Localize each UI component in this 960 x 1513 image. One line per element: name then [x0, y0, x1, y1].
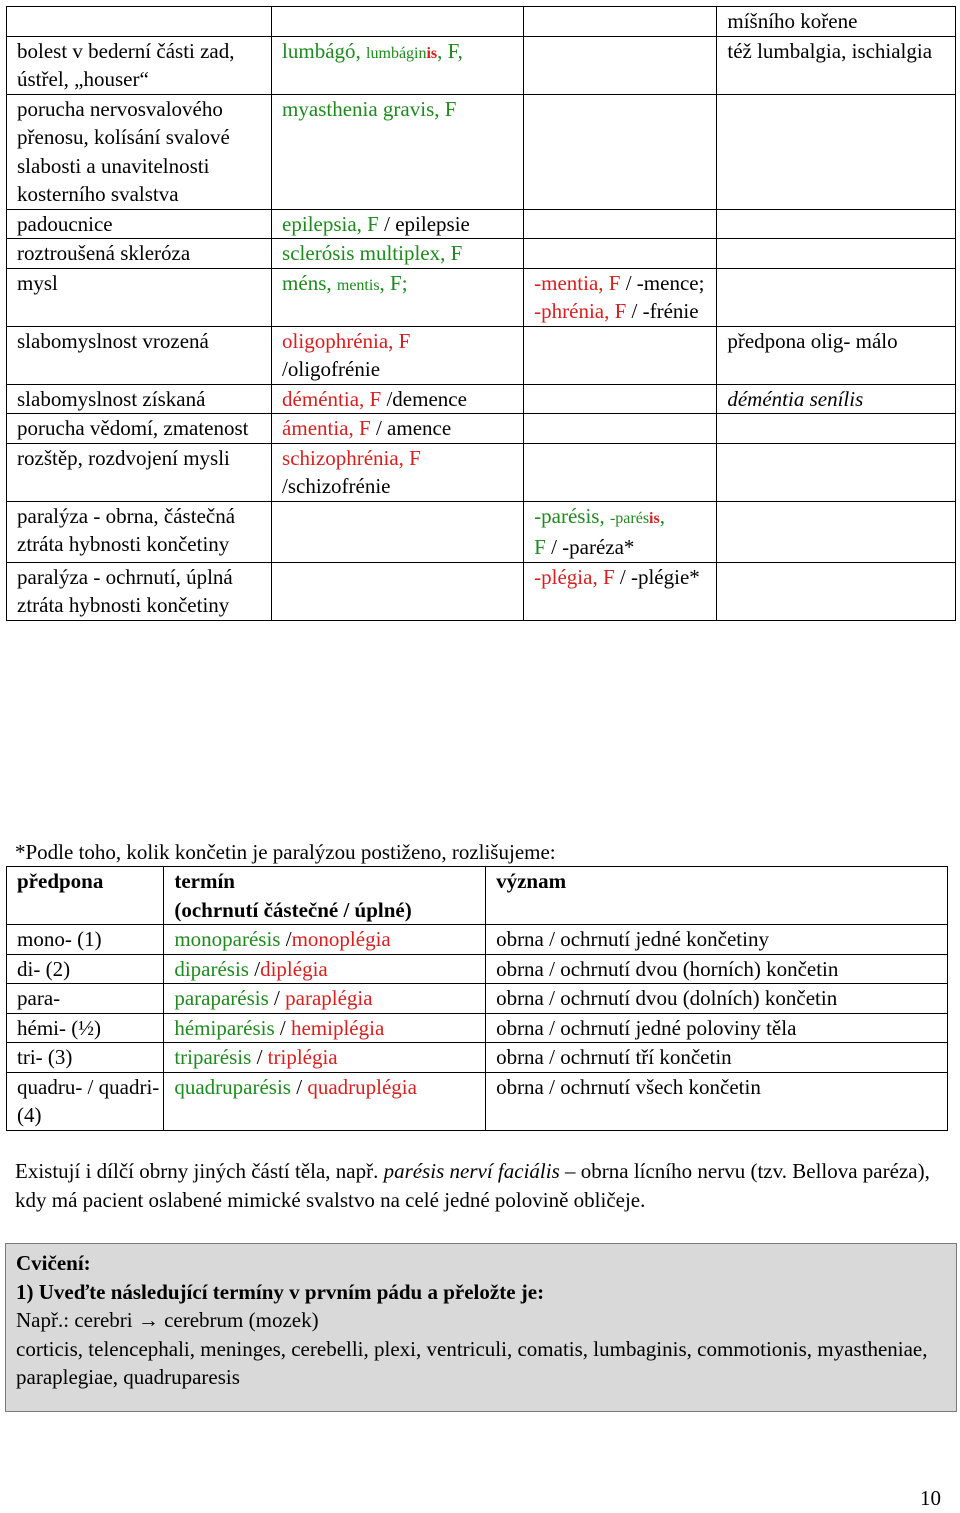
- table-cell: [717, 268, 956, 326]
- term-cell: [164, 954, 486, 984]
- table-cell: [272, 443, 524, 501]
- term-cell: [164, 1043, 486, 1073]
- paragraph-text: Existují i dílčí obrny jiných částí těla, např.: [15, 1159, 384, 1183]
- table-cell: míšního kořene: [717, 7, 956, 37]
- gender-marker: , F;: [379, 270, 408, 295]
- table-cell: déméntia senílis: [717, 384, 956, 414]
- separator: /: [251, 1045, 268, 1069]
- table-cell: [524, 414, 717, 444]
- table-cell: [717, 562, 956, 620]
- separator: /: [280, 927, 292, 951]
- table-row: [7, 94, 956, 209]
- paresis-term: hémiparésis: [174, 1015, 275, 1040]
- table-cell: [272, 209, 524, 239]
- table-cell: padoucnice: [7, 209, 272, 239]
- paresis-term: triparésis: [174, 1045, 252, 1069]
- separator: /: [248, 956, 261, 981]
- plegia-term: hemiplégia: [290, 1015, 385, 1040]
- prefix-cell: mono- (1): [7, 925, 164, 955]
- table-cell: [272, 326, 524, 384]
- suffix-term: -parésis,: [534, 503, 610, 528]
- table-row: [7, 443, 956, 501]
- header-prefix: předpona: [7, 867, 164, 925]
- meaning-cell: obrna / ochrnutí tří končetin: [486, 1043, 948, 1073]
- table-cell: [717, 94, 956, 209]
- table-row: [7, 209, 956, 239]
- prefix-cell: tri- (3): [7, 1043, 164, 1073]
- meaning-cell: obrna / ochrnutí všech končetin: [486, 1072, 948, 1130]
- exercise-task: 1) Uveďte následující termíny v prvním pádu a přeložte je:: [16, 1279, 545, 1304]
- table-row: [7, 384, 956, 414]
- header-term: [164, 867, 486, 925]
- table-cell: [717, 239, 956, 269]
- exercise-words: corticis, telencephali, meninges, cerebelli, plexi, ventriculi, comatis, lumbaginis, commotionis, myastheniae, paraplegiae, quadruparesis: [16, 1336, 928, 1389]
- czech-term: /schizofrénie: [282, 474, 391, 498]
- table-row: [7, 1013, 948, 1043]
- table-cell: myasthenia gravis, F: [272, 94, 524, 209]
- suffix-term: -mentia, F: [534, 270, 621, 295]
- table-row: [7, 954, 948, 984]
- czech-term: / -plégie*: [614, 564, 700, 589]
- table-cell: [524, 94, 717, 209]
- latin-term: epilepsia, F: [282, 211, 379, 236]
- suffix-term: -plégia, F: [534, 564, 615, 589]
- plegia-term: quadruplégia: [307, 1074, 417, 1099]
- table-cell: porucha nervosvalového přenosu, kolísání svalové slabosti a unavitelnosti kosterního svalstva: [7, 94, 272, 209]
- table-cell: mysl: [7, 268, 272, 326]
- exercise-example: [16, 1306, 946, 1335]
- table-cell: [272, 7, 524, 37]
- body-paragraph: [15, 1157, 945, 1214]
- table-cell: [717, 443, 956, 501]
- latin-term: méns,: [282, 270, 337, 295]
- table-row: [7, 239, 956, 269]
- table-cell: [7, 7, 272, 37]
- table-row: [7, 36, 956, 94]
- plegia-term: paraplégia: [285, 986, 373, 1010]
- table-cell: [524, 562, 717, 620]
- czech-term: / -mence;: [620, 270, 705, 295]
- exercise-title: Cvičení:: [16, 1251, 91, 1275]
- table-cell: bolest v bederní části zad, ústřel, „houser“: [7, 36, 272, 94]
- table-cell: [272, 384, 524, 414]
- table-cell: [524, 239, 717, 269]
- table-cell: [524, 501, 717, 562]
- table-cell: sclerósis multiplex, F: [272, 239, 524, 269]
- latin-phrase: parésis nerví faciális: [383, 1159, 560, 1183]
- example-prefix: Např.: [16, 1308, 64, 1332]
- latin-term: déméntia,: [282, 386, 370, 411]
- term-cell: [164, 1013, 486, 1043]
- table-row: [7, 984, 948, 1014]
- table-row: [7, 501, 956, 562]
- table-cell: [524, 36, 717, 94]
- table-cell: [717, 209, 956, 239]
- gender-marker: , F,: [437, 38, 463, 63]
- plegia-term: diplégia: [260, 956, 328, 981]
- paresis-term: quadruparésis: [174, 1074, 291, 1099]
- table-cell: [524, 384, 717, 414]
- term-cell: [164, 925, 486, 955]
- suffix-term: -phrénia, F: [534, 299, 627, 323]
- table-cell: [717, 414, 956, 444]
- latin-genitive: -parés: [609, 509, 650, 527]
- latin-term: lumbágó,: [282, 38, 367, 63]
- paralysis-prefix-table: [6, 866, 948, 1131]
- terminology-table: [6, 6, 956, 621]
- table-cell: [717, 501, 956, 562]
- table-cell: slabomyslnost získaná: [7, 384, 272, 414]
- header-term-sub: (ochrnutí částečné / úplné): [174, 897, 412, 922]
- table-row: [7, 1043, 948, 1073]
- genitive-ending: is: [426, 44, 438, 62]
- header-meaning: význam: [486, 867, 948, 925]
- table-cell: paralýza - ochrnutí, úplná ztráta hybnosti končetiny: [7, 562, 272, 620]
- gender-marker: F: [534, 535, 546, 559]
- example-text: : cerebri → cerebrum (mozek): [63, 1308, 319, 1332]
- latin-term: oligophrénia, F: [282, 328, 411, 353]
- latin-genitive: lumbágin: [366, 44, 427, 62]
- table-cell: [272, 414, 524, 444]
- czech-term: /demence: [381, 386, 467, 411]
- latin-term: schizophrénia, F: [282, 445, 421, 470]
- table-cell: [524, 268, 717, 326]
- separator: /: [290, 1074, 308, 1099]
- table-cell: slabomyslnost vrozená: [7, 326, 272, 384]
- header-term-label: termín: [174, 869, 235, 893]
- table-cell: [272, 268, 524, 326]
- table-cell: rozštěp, rozdvojení mysli: [7, 443, 272, 501]
- prefix-cell: quadru- / quadri- (4): [7, 1072, 164, 1130]
- paresis-term: diparésis: [174, 956, 249, 981]
- table-row: [7, 414, 956, 444]
- czech-term: / -frénie: [626, 299, 699, 323]
- table-row: [7, 326, 956, 384]
- table-row: [7, 7, 956, 37]
- table-cell: porucha vědomí, zmatenost: [7, 414, 272, 444]
- plegia-term: triplégia: [267, 1045, 338, 1069]
- table-row: [7, 268, 956, 326]
- gender-marker: F: [369, 386, 382, 411]
- table-row: [7, 1072, 948, 1130]
- paragraph-text: – obrna lícního nervu (tzv. Bellova paréza), kdy má pacient oslabené mimické svalstvo na celé jedné polovině obličeje.: [15, 1159, 930, 1212]
- czech-term: /oligofrénie: [282, 357, 381, 381]
- gender-marker: F: [359, 416, 371, 440]
- latin-term: ámentia,: [282, 416, 360, 440]
- paresis-term: monoparésis: [174, 927, 281, 951]
- table-cell: [524, 209, 717, 239]
- meaning-cell: obrna / ochrnutí dvou (horních) končetin: [486, 954, 948, 984]
- table-row: [7, 925, 948, 955]
- plegia-term: monoplégia: [291, 927, 391, 951]
- table-cell: předpona olig- málo: [717, 326, 956, 384]
- genitive-ending: is: [649, 509, 660, 527]
- table-header-row: [7, 867, 948, 925]
- separator: /: [274, 1015, 291, 1040]
- table-cell: [524, 443, 717, 501]
- prefix-cell: di- (2): [7, 954, 164, 984]
- table-cell: [272, 562, 524, 620]
- table-cell: [524, 7, 717, 37]
- meaning-cell: obrna / ochrnutí dvou (dolních) končetin: [486, 984, 948, 1014]
- exercise-box: [5, 1243, 957, 1412]
- table-cell: [272, 501, 524, 562]
- meaning-cell: obrna / ochrnutí jedné poloviny těla: [486, 1013, 948, 1043]
- table-cell: paralýza - obrna, částečná ztráta hybnosti končetiny: [7, 501, 272, 562]
- latin-genitive: mentis: [336, 276, 380, 294]
- czech-term: / epilepsie: [378, 211, 470, 236]
- czech-term: / -paréza*: [545, 535, 635, 559]
- meaning-cell: obrna / ochrnutí jedné končetiny: [486, 925, 948, 955]
- table-cell: roztroušená skleróza: [7, 239, 272, 269]
- prefix-cell: hémi- (½): [7, 1013, 164, 1043]
- punctuation: ,: [659, 503, 665, 528]
- prefix-cell: para-: [7, 984, 164, 1014]
- footnote-intro: *Podle toho, kolik končetin je paralýzou postiženo, rozlišujeme:: [15, 840, 556, 864]
- table-row: [7, 562, 956, 620]
- separator: /: [268, 986, 286, 1010]
- table-cell: [524, 326, 717, 384]
- table-cell: též lumbalgia, ischialgia: [717, 36, 956, 94]
- czech-term: / amence: [370, 416, 452, 440]
- term-cell: [164, 1072, 486, 1130]
- page-number: 10: [920, 1486, 941, 1510]
- term-cell: [164, 984, 486, 1014]
- table-cell: [272, 36, 524, 94]
- paresis-term: paraparésis: [174, 986, 269, 1010]
